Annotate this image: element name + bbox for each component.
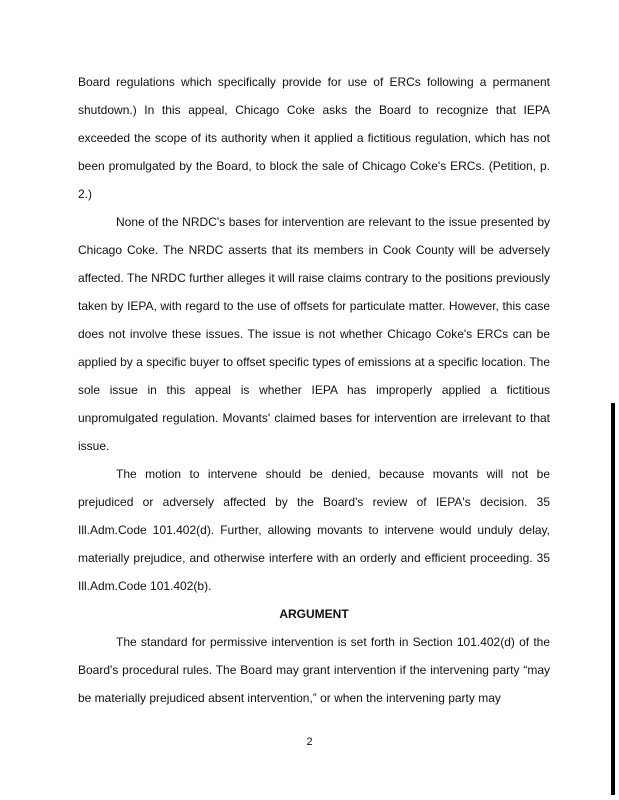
paragraph-motion-denied: The motion to intervene should be denied, because movants will not be prejudiced or adversely affected by the Board's review of IEPA's decision. 35 Ill.Adm.Code 101.402(d). Further, allowing movants to intervene would unduly delay, materially prejudice, and otherwise interfere with an orderly and efficient proceeding. 35 Ill.Adm.Code 101.402(b).	[78, 467, 550, 593]
margin-bar	[611, 403, 615, 795]
page-number: 2	[306, 736, 313, 748]
paragraph-continuation: Board regulations which specifically provide for use of ERCs following a permanent shutdown.) In this appeal, Chicago Coke asks the Board to recognize that IEPA exceeded the scope of its authority when it applied a fictitious regulation, which has not been promulgated by the Board, to block the sale of Chicago Coke's ERCs. (Petition, p. 2.)	[78, 75, 550, 201]
body-text	[78, 68, 550, 712]
paragraph-nrdc-bases: None of the NRDC's bases for intervention are relevant to the issue presented by Chicago Coke. The NRDC asserts that its members in Cook County will be adversely affected. The NRDC further alleges it will raise claims contrary to the positions previously taken by IEPA, with regard to the use of offsets for particulate matter. However, this case does not involve these issues. The issue is not whether Chicago Coke's ERCs can be applied by a specific buyer to offset specific types of emissions at a specific location. The sole issue in this appeal is whether IEPA has improperly applied a fictitious unpromulgated regulation. Movants' claimed bases for intervention are irrelevant to that issue.	[78, 215, 550, 453]
section-heading-argument: ARGUMENT	[279, 607, 349, 621]
paragraph-standard: The standard for permissive intervention is set forth in Section 101.402(d) of the Board's procedural rules. The Board may grant intervention if the intervening party “may be materially prejudiced absent intervention,” or when the intervening party may	[78, 635, 550, 705]
